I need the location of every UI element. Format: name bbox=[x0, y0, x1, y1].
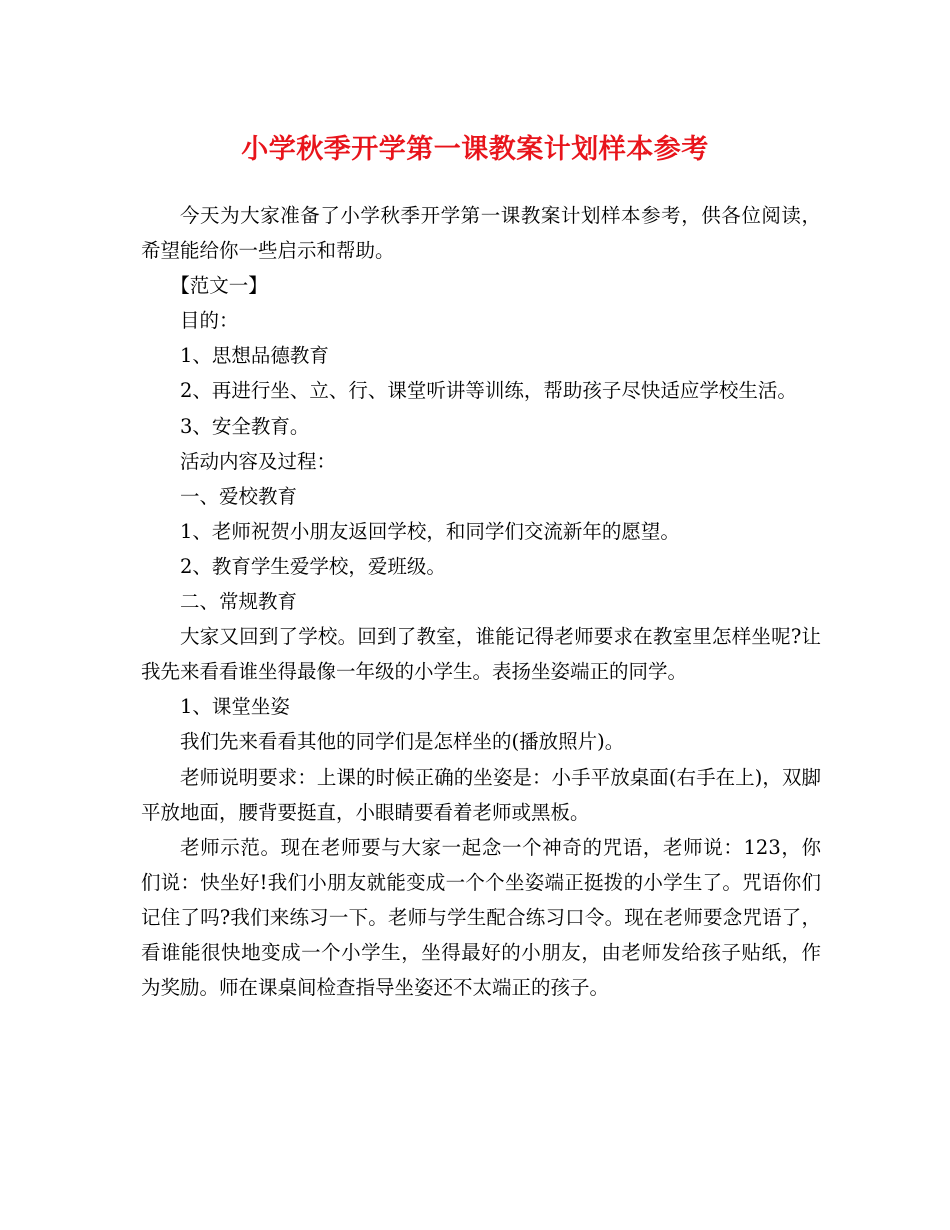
list-item-training: 2、再进行坐、立、行、课堂听讲等训练，帮助孩子尽快适应学校生活。 bbox=[180, 379, 797, 403]
paragraph-watch-photos: 我们先来看看其他的同学们是怎样坐的(播放照片)。 bbox=[180, 730, 625, 754]
list-item-moral-education: 1、思想品德教育 bbox=[180, 344, 329, 368]
list-item-congratulate: 1、老师祝贺小朋友返回学校，和同学们交流新年的愿望。 bbox=[180, 519, 680, 543]
document-title: 小学秋季开学第一课教案计划样本参考 bbox=[241, 134, 709, 165]
list-item-love-class: 2、教育学生爱学校，爱班级。 bbox=[180, 554, 446, 578]
paragraph-teacher-demo: 老师示范。现在老师要与大家一起念一个神奇的咒语，老师说：123，你们说：快坐好!我们小朋友就能变成一个个坐姿端正挺拨的小学生了。咒语你们记住了吗?我们来练习一下。老师与学生配合练习口令。现在老师要念咒语了，看谁能很快地变成一个小学生，坐得最好的小朋友，由老师发给孩子贴纸，作为奖励。师在课桌间检查指导坐姿还不太端正的孩子。 bbox=[141, 835, 821, 1000]
paragraph-teacher-requirements: 老师说明要求：上课的时候正确的坐姿是：小手平放桌面(右手在上)，双脚平放地面，腰背要挺直，小眼睛要看着老师或黑板。 bbox=[141, 765, 821, 824]
paragraph-back-to-school: 大家又回到了学校。回到了教室，谁能记得老师要求在教室里怎样坐呢?让我先来看看谁坐得最像一年级的小学生。表扬坐姿端正的同学。 bbox=[141, 625, 821, 684]
list-item-safety-education: 3、安全教育。 bbox=[180, 414, 310, 438]
section-heading-sample-one: 【范文一】 bbox=[170, 274, 268, 298]
intro-paragraph: 今天为大家准备了小学秋季开学第一课教案计划样本参考，供各位阅读，希望能给你一些启示和帮助。 bbox=[141, 204, 821, 263]
paragraph-activity-heading: 活动内容及过程： bbox=[180, 449, 337, 473]
section-heading-routine-education: 二、常规教育 bbox=[180, 590, 298, 614]
list-item-classroom-posture: 1、课堂坐姿 bbox=[180, 695, 290, 719]
section-heading-love-school: 一、爱校教育 bbox=[180, 484, 298, 508]
document-body bbox=[141, 198, 821, 1005]
paragraph-purpose-heading: 目的： bbox=[180, 309, 239, 333]
